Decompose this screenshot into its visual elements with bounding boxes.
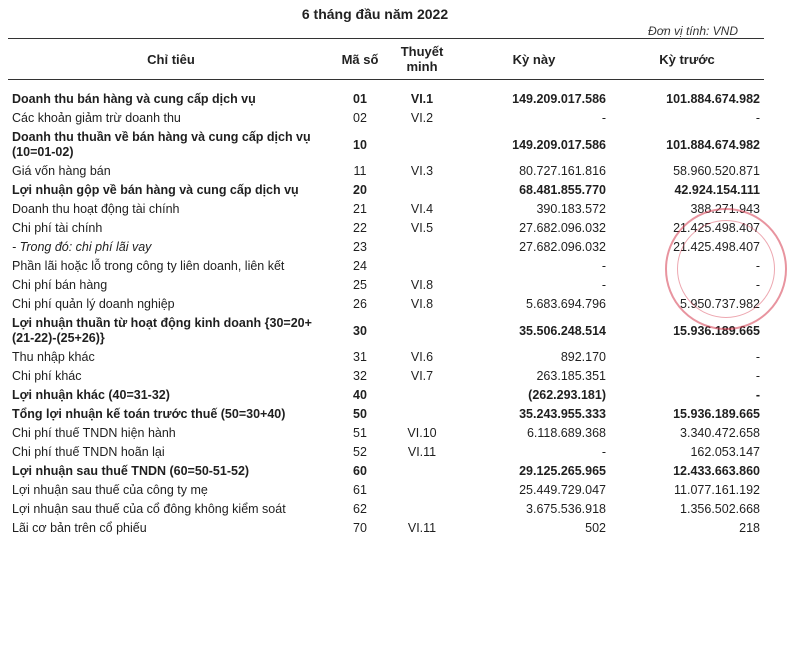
row-code: 25 (353, 278, 367, 292)
row-current-value: - (601, 259, 606, 273)
row-current-value: 5.683.694.796 (526, 297, 606, 311)
row-name: Lợi nhuận sau thuế của cổ đông không kiểm soát (12, 502, 286, 516)
table-row (8, 500, 764, 519)
row-previous-value: 11.077.161.192 (674, 483, 760, 497)
table-header (8, 39, 764, 80)
row-name: Lợi nhuận sau thuế TNDN (60=50-51-52) (12, 464, 250, 478)
row-previous-value: 101.884.674.982 (666, 137, 760, 152)
row-current-value: - (601, 445, 606, 459)
row-code: 23 (353, 240, 367, 254)
table-row (8, 162, 764, 181)
row-code: 22 (353, 221, 367, 235)
row-note: VI.3 (410, 164, 434, 178)
row-code: 50 (353, 407, 367, 421)
row-code: 61 (353, 483, 367, 497)
row-name: Giá vốn hàng bán (12, 164, 111, 178)
row-current-value: 25.449.729.047 (519, 483, 606, 497)
row-note (386, 386, 458, 405)
row-current-value: 6.118.689.368 (526, 426, 606, 440)
row-name: Tổng lợi nhuận kế toán trước thuế (50=30+40) (12, 407, 286, 421)
row-note (386, 181, 458, 200)
row-current-value: (262.293.181) (528, 388, 606, 402)
row-code: 10 (353, 137, 367, 152)
row-current-value: - (601, 278, 606, 292)
row-name: Chi phí quản lý doanh nghiệp (12, 297, 175, 311)
row-current-value: 892.170 (560, 350, 606, 364)
currency-unit-note: Đơn vị tính: VND (648, 24, 738, 38)
row-current-value: 68.481.855.770 (519, 183, 606, 197)
row-previous-value: 162.053.147 (690, 445, 760, 459)
row-current-value: 27.682.096.032 (519, 221, 606, 235)
table-row (8, 109, 764, 128)
row-note: VI.5 (410, 221, 434, 235)
table-row (8, 519, 764, 538)
table-row (8, 128, 764, 162)
table-row (8, 276, 764, 295)
row-current-value: 149.209.017.586 (512, 137, 606, 152)
table-row (8, 238, 764, 257)
row-previous-value: - (755, 350, 760, 364)
row-previous-value: 42.924.154.111 (674, 183, 760, 197)
table-row (8, 367, 764, 386)
row-current-value: 80.727.161.816 (519, 164, 606, 178)
row-note (386, 128, 458, 162)
table-row (8, 181, 764, 200)
row-name: Lợi nhuận sau thuế của công ty mẹ (12, 483, 208, 497)
row-code: 21 (353, 202, 367, 216)
row-previous-value: 1.356.502.668 (680, 502, 760, 516)
row-previous-value: - (755, 369, 760, 383)
table-row (8, 443, 764, 462)
row-previous-value: 12.433.663.860 (673, 464, 760, 478)
row-previous-value: - (755, 278, 760, 292)
row-code: 01 (353, 92, 367, 106)
row-current-value: 27.682.096.032 (519, 240, 606, 254)
row-name: Lợi nhuận thuần từ hoạt động kinh doanh {30=20+(21-22)-(25+26)} (12, 316, 312, 345)
row-current-value: 35.243.955.333 (519, 407, 606, 421)
row-current-value: 502 (585, 521, 606, 535)
table-row (8, 424, 764, 443)
col-header-current: Kỳ này (458, 39, 610, 80)
row-name: Doanh thu hoạt động tài chính (12, 202, 180, 216)
row-code: 20 (353, 183, 367, 197)
row-current-value: 35.506.248.514 (519, 323, 606, 338)
row-note (386, 481, 458, 500)
row-note (386, 500, 458, 519)
row-name: Lợi nhuận gộp về bán hàng và cung cấp dịch vụ (12, 183, 299, 197)
table-row (8, 386, 764, 405)
table-row (8, 295, 764, 314)
row-note (386, 238, 458, 257)
row-current-value: - (601, 111, 606, 125)
row-note: VI.8 (410, 297, 434, 311)
row-previous-value: 21.425.498.407 (673, 221, 760, 235)
row-name: Lợi nhuận khác (40=31-32) (12, 388, 170, 402)
row-code: 40 (353, 388, 367, 402)
row-note (386, 314, 458, 348)
row-current-value: 263.185.351 (536, 369, 606, 383)
row-code: 62 (353, 502, 367, 516)
row-name: Chi phí thuế TNDN hoãn lại (12, 445, 165, 459)
row-name: Doanh thu bán hàng và cung cấp dịch vụ (12, 92, 256, 106)
row-code: 02 (353, 111, 367, 125)
col-header-code: Mã số (334, 39, 386, 80)
row-name: Phần lãi hoặc lỗ trong công ty liên doanh, liên kết (12, 259, 285, 273)
row-name: Chi phí tài chính (12, 221, 103, 235)
row-note: VI.1 (410, 92, 434, 106)
row-code: 70 (353, 521, 367, 535)
table-row (8, 200, 764, 219)
row-name: Chi phí thuế TNDN hiện hành (12, 426, 176, 440)
row-code: 52 (353, 445, 367, 459)
row-note: VI.10 (407, 426, 437, 440)
row-note (386, 462, 458, 481)
row-code: 32 (353, 369, 367, 383)
row-code: 31 (353, 350, 367, 364)
row-previous-value: 218 (739, 521, 760, 535)
row-name: Chi phí bán hàng (12, 278, 108, 292)
table-row (8, 314, 764, 348)
row-code: 30 (353, 323, 367, 338)
table-row (8, 462, 764, 481)
row-note: VI.2 (410, 111, 434, 125)
col-header-name: Chỉ tiêu (8, 39, 334, 80)
row-name: Thu nhập khác (12, 350, 95, 364)
col-header-note: Thuyết minh (386, 39, 458, 80)
row-previous-value: - (755, 259, 760, 273)
table-row (8, 348, 764, 367)
row-code: 11 (353, 164, 367, 178)
row-current-value: 149.209.017.586 (512, 92, 606, 106)
row-code: 26 (353, 297, 367, 311)
row-previous-value: 101.884.674.982 (666, 92, 760, 106)
table-row (8, 257, 764, 276)
row-current-value: 3.675.536.918 (526, 502, 606, 516)
row-previous-value: 21.425.498.407 (673, 240, 760, 254)
row-note: VI.8 (410, 278, 434, 292)
spacer-row (8, 80, 764, 91)
row-previous-value: - (755, 388, 760, 402)
row-note (386, 257, 458, 276)
header-row (8, 39, 764, 80)
row-note: VI.11 (407, 521, 437, 535)
row-previous-value: 15.936.189.665 (673, 407, 760, 421)
row-previous-value: 3.340.472.658 (680, 426, 760, 440)
table-row (8, 219, 764, 238)
row-code: 60 (353, 464, 367, 478)
row-code: 51 (353, 426, 367, 440)
col-header-previous: Kỳ trước (610, 39, 764, 80)
row-name: Các khoản giảm trừ doanh thu (12, 111, 181, 125)
row-name: Chi phí khác (12, 369, 82, 383)
row-name: Lãi cơ bản trên cổ phiếu (12, 521, 147, 535)
row-previous-value: 5.950.737.982 (680, 297, 760, 311)
row-note: VI.11 (407, 445, 437, 459)
row-previous-value: 388.271.943 (690, 202, 760, 216)
table-row (8, 481, 764, 500)
table-row (8, 405, 764, 424)
spacer-cell (8, 80, 764, 91)
row-current-value: 29.125.265.965 (519, 464, 606, 478)
row-previous-value: - (755, 111, 760, 125)
row-previous-value: 58.960.520.871 (673, 164, 760, 178)
row-code: 24 (353, 259, 367, 273)
row-name: - Trong đó: chi phí lãi vay (12, 240, 152, 254)
row-note (386, 405, 458, 424)
row-note: VI.7 (410, 369, 434, 383)
row-note: VI.6 (410, 350, 434, 364)
table-row (8, 90, 764, 109)
row-name: Doanh thu thuần về bán hàng và cung cấp dịch vụ (10=01-02) (12, 130, 311, 159)
row-previous-value: 15.936.189.665 (673, 323, 760, 338)
row-note: VI.4 (410, 202, 434, 216)
income-statement-table (8, 38, 764, 538)
report-period-title: 6 tháng đầu năm 2022 (301, 6, 449, 22)
row-current-value: 390.183.572 (536, 202, 606, 216)
table-body (8, 80, 764, 539)
